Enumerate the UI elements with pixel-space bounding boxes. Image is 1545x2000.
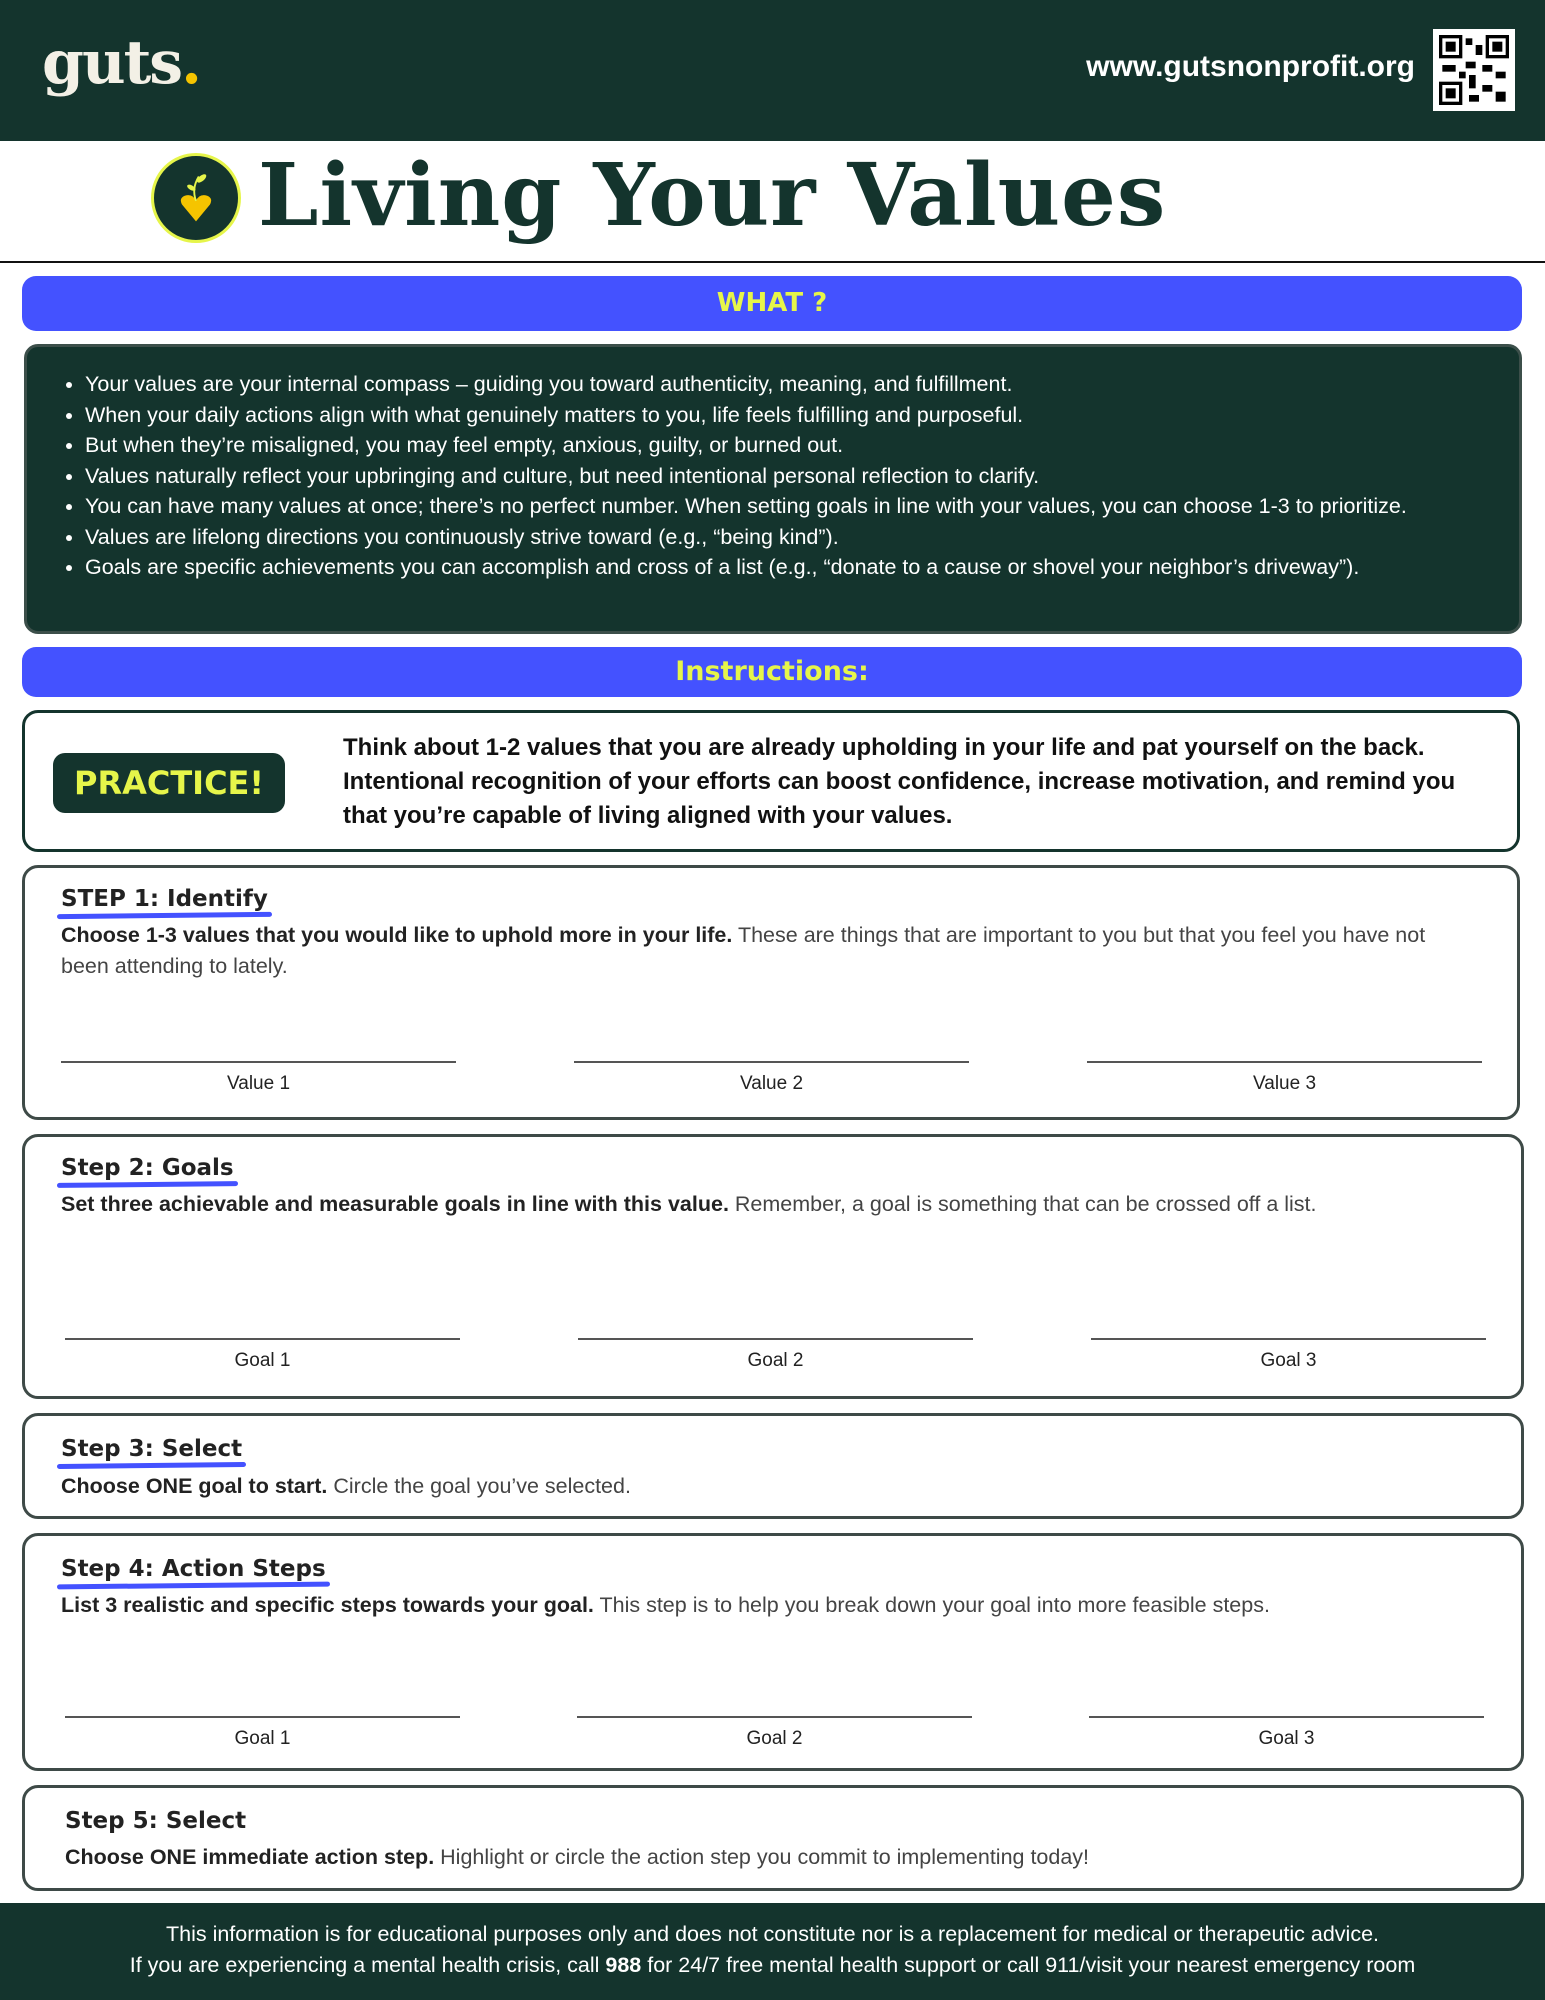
sprout-heart-icon [151,153,241,243]
step-bold: Choose ONE immediate action step. [65,1845,435,1869]
what-bullets [24,344,1522,634]
step-desc: This step is to help you break down your goal into more feasible steps. [593,1593,1270,1617]
step-2-title [61,1155,234,1181]
action-3-blank[interactable] [1089,1716,1484,1750]
step-title-text: Step 3: Select [61,1436,243,1462]
header [0,0,1545,141]
step-3-card [22,1413,1524,1519]
footer-disclaimer [0,1903,1545,2000]
step-2-card [22,1134,1524,1399]
bullet: • You can have many values at once; there’s no perfect number. When setting goals in line with your values, you can choose 1-3 to prioritize. [85,491,1489,522]
step-bold: List 3 realistic and specific steps towards your goal. [61,1593,594,1617]
step-title-text: Step 2: Goals [61,1155,234,1181]
guts-logo [42,28,200,98]
step-2-text [61,1189,1471,1220]
goal-2-blank[interactable] [578,1338,973,1372]
crisis-text: for 24/7 free mental health support or call 911/visit your nearest emergency room [641,1953,1416,1977]
action-2-blank[interactable] [577,1716,972,1750]
underline-scribble [57,1181,238,1188]
blank-label: Value 3 [1252,1073,1317,1094]
step-5-title: Step 5: Select [65,1808,247,1834]
step-desc: Circle the goal you’ve selected. [327,1474,631,1498]
step-desc: These are things that are important to you but that you feel you have not been attending to lately. [61,923,1426,978]
blank-label: Goal 3 [1260,1350,1317,1371]
goal-1-blank[interactable] [65,1338,460,1372]
blank-label: Goal 2 [746,1728,803,1749]
step-bold: Set three achievable and measurable goals in line with this value. [61,1192,729,1216]
step-4-title [61,1556,326,1582]
crisis-text: If you are experiencing a mental health crisis, call [129,1953,606,1977]
value-2-blank[interactable] [574,1061,969,1095]
step-desc: Remember, a goal is something that can be crossed off a list. [728,1192,1317,1216]
bullet: • Your values are your internal compass – guiding you toward authenticity, meaning, and fulfillment. [85,369,1489,400]
value-1-blank[interactable] [61,1061,456,1095]
practice-badge: PRACTICE! [53,753,285,813]
practice-text: Think about 1-2 values that you are already upholding in your life and pat yourself on the back. Intentional recognition of your efforts can boost confidence, increase motivation, and remind you that you’re capable of living aligned with your values. [343,734,1456,829]
instructions-heading: Instructions: [22,647,1522,697]
bullet: • Goals are specific achievements you can accomplish and cross of a list (e.g., “donate to a cause or shovel your neighbor’s driveway”). [85,552,1489,583]
blank-label: Goal 3 [1258,1728,1315,1749]
bullet: • But when they’re misaligned, you may feel empty, anxious, guilty, or burned out. [85,430,1489,461]
action-1-blank[interactable] [65,1716,460,1750]
underline-scribble [57,1582,330,1590]
crisis-line [0,1950,1545,1981]
qr-code-icon [1433,29,1515,111]
goal-3-blank[interactable] [1091,1338,1486,1372]
step-1-title [61,886,268,912]
step-3-title [61,1436,242,1462]
step-3-text [61,1471,1471,1502]
step-5-text [65,1842,1471,1873]
bullet: • When your daily actions align with what genuinely matters to you, life feels fulfilling and purposeful. [85,400,1489,431]
bullet: • Values are lifelong directions you continuously strive toward (e.g., “being kind”). [85,522,1489,553]
step-bold: Choose 1-3 values that you would like to uphold more in your life. [61,923,733,947]
underline-scribble [57,1462,246,1469]
bullet: • Values naturally reflect your upbringing and culture, but need intentional personal reflection to clarify. [85,461,1489,492]
underline-scribble [57,912,272,919]
value-3-blank[interactable] [1087,1061,1482,1095]
website-url[interactable]: www.gutsnonprofit.org [1086,50,1415,83]
blank-label: Goal 2 [747,1350,804,1371]
disclaimer-line: This information is for educational purposes only and does not constitute nor is a replacement for medical or therapeutic advice. [165,1922,1380,1946]
step-title-text: STEP 1: Identify [61,886,268,912]
step-1-card [22,865,1520,1120]
step-4-text [61,1590,1471,1621]
logo-text: guts [42,28,182,98]
blank-label: Value 1 [226,1073,291,1094]
blank-label: Goal 1 [234,1350,291,1371]
practice-card [22,710,1520,852]
logo-dot: . [181,28,200,98]
what-heading: WHAT ? [22,276,1522,331]
step-1-text [61,920,1467,982]
crisis-number: 988 [605,1953,642,1977]
step-title-text: Step 4: Action Steps [61,1556,326,1582]
step-4-card [22,1533,1524,1771]
page-title: Living Your Values [258,145,1167,246]
blank-label: Goal 1 [234,1728,291,1749]
blank-label: Value 2 [739,1073,804,1094]
title-bar [0,141,1545,263]
step-5-card [22,1785,1524,1891]
step-desc: Highlight or circle the action step you commit to implementing today! [434,1845,1090,1869]
step-bold: Choose ONE goal to start. [61,1474,328,1498]
